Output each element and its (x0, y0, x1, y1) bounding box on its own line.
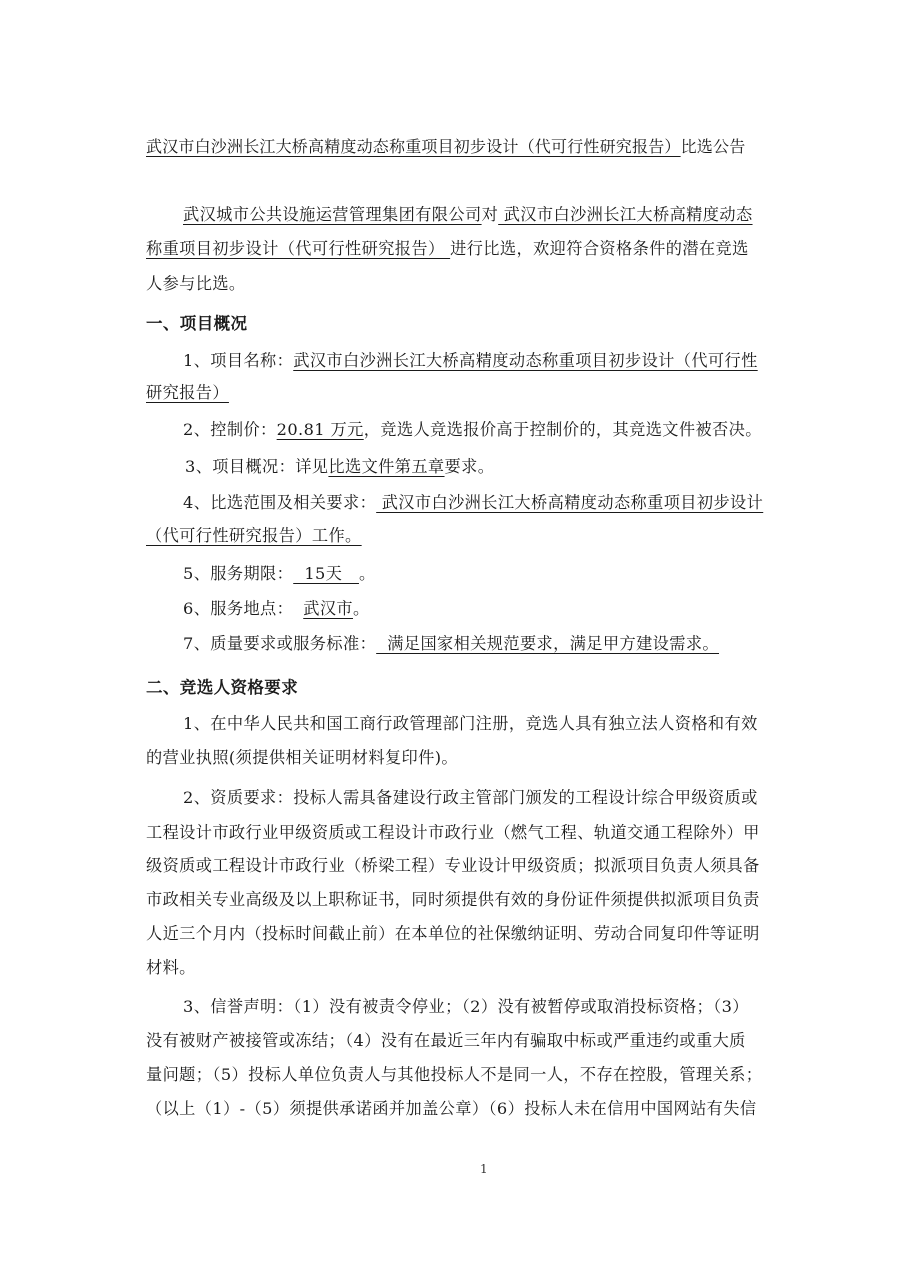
item-label: 1、项目名称： (183, 351, 294, 370)
item-control-price (183, 419, 762, 441)
item-label: 2、控制价： (183, 420, 277, 439)
service-location-value: 武汉市 (303, 599, 353, 618)
req2-line-3: 级资质或工程设计市政行业（桥梁工程）专业设计甲级资质；拟派项目负责人须具备 (146, 856, 760, 875)
item-reference: 比选文件第五章 (328, 457, 445, 476)
req1-line-2: 的营业执照(须提供相关证明材料复印件)。 (146, 748, 459, 767)
quality-standard-value: 满足国家相关规范要求，满足甲方建设需求。 (376, 634, 720, 653)
document-title (146, 136, 745, 158)
intro-organization: 武汉城市公共设施运营管理集团有限公司 (183, 205, 482, 224)
page-number: 1 (480, 1162, 488, 1176)
item-text: 。 (358, 564, 376, 583)
intro-text: 进行比选，欢迎符合资格条件的潜在竞选 (450, 239, 749, 258)
title-suffix: 比选公告 (680, 137, 746, 156)
intro-line-3: 人参与比选。 (146, 274, 246, 293)
intro-line-2 (146, 238, 749, 260)
item-value: 研究报告） (146, 383, 229, 402)
req1-line-1: 1、在中华人民共和国工商行政管理部门注册，竞选人具有独立法人资格和有效 (183, 714, 758, 733)
req2-line-1: 2、资质要求：投标人需具备建设行政主管部门颁发的工程设计综合甲级资质或 (183, 788, 758, 807)
item-project-overview (185, 456, 494, 478)
item-scope-cont (146, 525, 362, 547)
item-value: （代可行性研究报告）工作。 (146, 526, 362, 545)
item-project-name (183, 350, 758, 372)
req3-line-4: （以上（1）-（5）须提供承诺函并加盖公章）（6）投标人未在信用中国网站有失信 (146, 1099, 757, 1118)
req2-line-6: 材料。 (146, 958, 196, 977)
intro-line-1 (183, 204, 753, 226)
req2-line-5: 人近三个月内（投标时间截止前）在本单位的社保缴纳证明、劳动合同复印件等证明 (146, 924, 760, 943)
req2-line-2: 工程设计市政行业甲级资质或工程设计市政行业（燃气工程、轨道交通工程除外）甲 (146, 823, 760, 842)
item-quality-standard (183, 633, 719, 655)
req3-line-1: 3、信誉声明：（1）没有被责令停业；（2）没有被暂停或取消投标资格；（3） (183, 997, 749, 1016)
item-project-name-cont (146, 382, 229, 404)
item-text: ，竞选人竞选报价高于控制价的，其竞选文件被否决。 (363, 420, 762, 439)
item-value: 武汉市白沙洲长江大桥高精度动态称重项目初步设计 (376, 493, 764, 512)
item-label: 7、质量要求或服务标准： (183, 634, 377, 653)
section-heading-qualifications: 二、竞选人资格要求 (146, 678, 299, 697)
item-service-period (183, 563, 376, 585)
item-value: 武汉市白沙洲长江大桥高精度动态称重项目初步设计（代可行性 (293, 351, 758, 370)
section-heading-project-overview: 一、项目概况 (146, 314, 248, 333)
item-label: 6、服务地点： (183, 599, 294, 618)
item-text: 。 (353, 599, 370, 618)
intro-text: 对 (481, 205, 499, 224)
control-price-value: 20.81 万元 (276, 420, 364, 439)
item-label: 5、服务期限： (183, 564, 294, 583)
intro-project-name-part2: 称重项目初步设计（代可行性研究报告） (146, 239, 451, 258)
title-project-name: 武汉市白沙洲长江大桥高精度动态称重项目初步设计（代可行性研究报告） (146, 137, 681, 156)
req3-line-2: 没有被财产被接管或冻结；（4）没有在最近三年内有骗取中标或严重违约或重大质 (146, 1031, 746, 1050)
item-label: 4、比选范围及相关要求： (183, 493, 377, 512)
item-service-location (183, 598, 370, 620)
req2-line-4: 市政相关专业高级及以上职称证书，同时须提供有效的身份证件须提供拟派项目负责 (146, 890, 760, 909)
req3-line-3: 量问题；（5）投标人单位负责人与其他投标人不是同一人，不存在控股，管理关系； (146, 1065, 763, 1084)
intro-project-name-part1: 武汉市白沙洲长江大桥高精度动态 (498, 205, 753, 224)
item-text: 要求。 (444, 457, 495, 476)
item-scope (183, 492, 763, 514)
item-label: 3、项目概况：详见 (185, 457, 329, 476)
service-period-value: 15天 (293, 564, 359, 583)
